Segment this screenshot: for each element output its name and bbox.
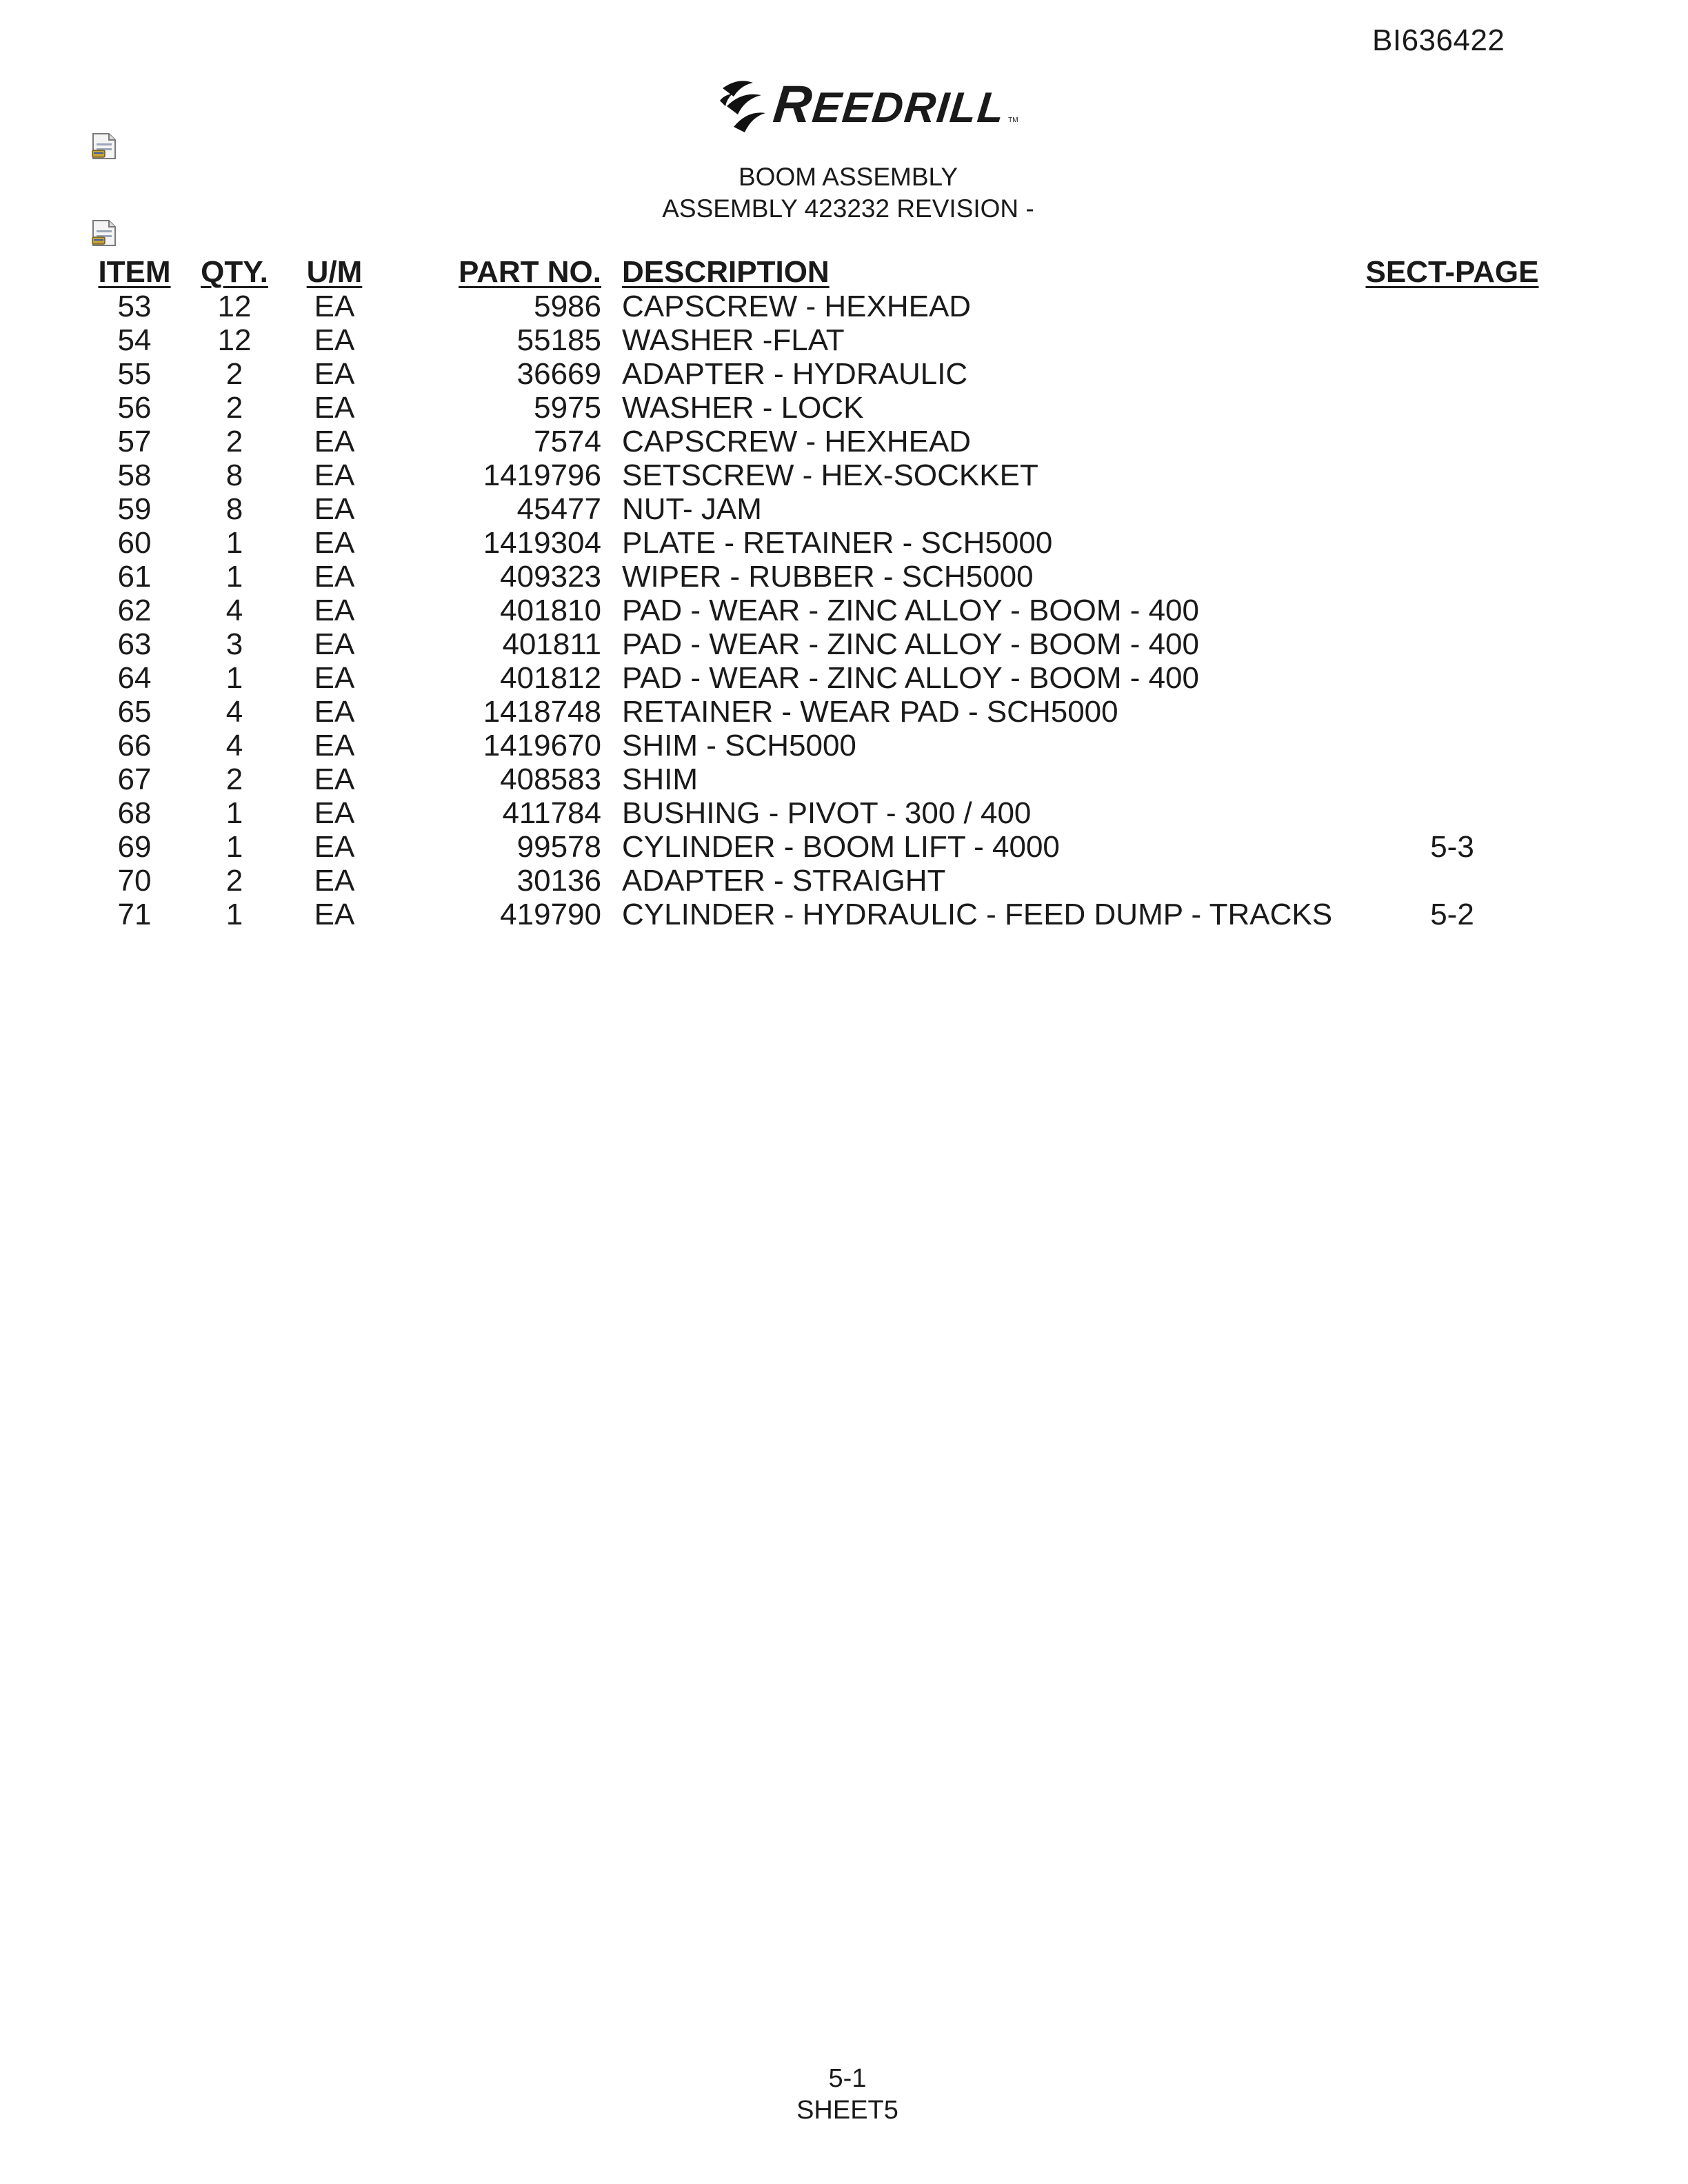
cell-sect-page xyxy=(1357,391,1547,425)
cell-sect-page xyxy=(1357,560,1547,594)
cell-qty: 2 xyxy=(225,357,243,391)
cell-part-no: 411784 xyxy=(502,796,601,830)
cell-qty: 1 xyxy=(225,560,243,594)
cell-sect-page xyxy=(1357,526,1547,560)
cell-qty: 1 xyxy=(225,661,243,695)
cell-item: 53 xyxy=(117,290,152,323)
cell-description: WIPER - RUBBER - SCH5000 xyxy=(622,560,1034,594)
cell-part-no: 401810 xyxy=(500,594,601,627)
table-row xyxy=(90,695,1547,729)
page-number: 5-1 xyxy=(828,2064,867,2093)
table-row xyxy=(90,391,1547,425)
cell-part-no: 1419670 xyxy=(483,729,601,762)
reedrill-swirl-icon xyxy=(717,76,768,134)
cell-um: EA xyxy=(314,695,355,729)
cell-part-no: 401811 xyxy=(502,627,601,661)
cell-description: ADAPTER - STRAIGHT xyxy=(622,864,946,898)
cell-part-no: 419790 xyxy=(500,898,601,931)
cell-um: EA xyxy=(314,458,355,492)
cell-item: 55 xyxy=(117,357,152,391)
cell-item: 71 xyxy=(117,898,152,931)
cell-um: EA xyxy=(314,425,355,458)
cell-um: EA xyxy=(314,560,355,594)
table-row xyxy=(90,898,1547,931)
table-row xyxy=(90,594,1547,627)
cell-description: PAD - WEAR - ZINC ALLOY - BOOM - 400 xyxy=(622,594,1199,627)
cell-sect-page xyxy=(1357,492,1547,526)
cell-description: SETSCREW - HEX-SOCKKET xyxy=(622,458,1038,492)
cell-sect-page: 5-2 xyxy=(1430,898,1474,931)
cell-qty: 3 xyxy=(225,627,243,661)
cell-description: NUT- JAM xyxy=(622,492,762,526)
cell-part-no: 7574 xyxy=(534,425,601,458)
cell-description: SHIM - SCH5000 xyxy=(622,729,856,762)
cell-item: 60 xyxy=(117,526,152,560)
cell-um: EA xyxy=(314,391,355,425)
cell-part-no: 5975 xyxy=(534,391,601,425)
cell-description: CYLINDER - BOOM LIFT - 4000 xyxy=(622,830,1060,864)
cell-sect-page xyxy=(1357,627,1547,661)
cell-description: CAPSCREW - HEXHEAD xyxy=(622,425,972,458)
cell-um: EA xyxy=(314,290,355,323)
cell-sect-page xyxy=(1357,864,1547,898)
cell-qty: 4 xyxy=(225,729,243,762)
cell-sect-page xyxy=(1357,661,1547,695)
cell-description: WASHER -FLAT xyxy=(622,323,845,357)
header-description: DESCRIPTION xyxy=(622,255,830,289)
header-qty: QTY. xyxy=(201,255,268,289)
title-line-1: BOOM ASSEMBLY xyxy=(738,163,958,191)
cell-item: 56 xyxy=(117,391,152,425)
table-row xyxy=(90,762,1547,796)
cell-qty: 2 xyxy=(225,425,243,458)
cell-qty: 2 xyxy=(225,762,243,796)
cell-item: 69 xyxy=(117,830,152,864)
cell-item: 66 xyxy=(117,729,152,762)
table-row xyxy=(90,661,1547,695)
header-sect-page: SECT-PAGE xyxy=(1365,255,1539,289)
cell-qty: 1 xyxy=(225,526,243,560)
table-row xyxy=(90,458,1547,492)
cell-um: EA xyxy=(314,898,355,931)
cell-sect-page xyxy=(1357,290,1547,323)
cell-description: WASHER - LOCK xyxy=(622,391,864,425)
cell-um: EA xyxy=(314,830,355,864)
cell-um: EA xyxy=(314,796,355,830)
reedrill-logo xyxy=(717,74,1018,134)
cell-qty: 2 xyxy=(225,391,243,425)
table-header-row xyxy=(90,248,1547,290)
cell-um: EA xyxy=(314,357,355,391)
cell-item: 58 xyxy=(117,458,152,492)
cell-qty: 1 xyxy=(225,796,243,830)
cell-sect-page xyxy=(1357,458,1547,492)
cell-item: 65 xyxy=(117,695,152,729)
cell-item: 62 xyxy=(117,594,152,627)
logo-wordmark: REEDRILL xyxy=(770,75,1008,134)
cell-item: 67 xyxy=(117,762,152,796)
cell-sect-page xyxy=(1357,796,1547,830)
cell-part-no: 1419796 xyxy=(483,458,601,492)
cell-description: CAPSCREW - HEXHEAD xyxy=(622,290,972,323)
cell-description: BUSHING - PIVOT - 300 / 400 xyxy=(622,796,1032,830)
table-row xyxy=(90,425,1547,458)
cell-sect-page xyxy=(1357,323,1547,357)
cell-description: PAD - WEAR - ZINC ALLOY - BOOM - 400 xyxy=(622,661,1199,695)
table-row xyxy=(90,526,1547,560)
cell-sect-page: 5-3 xyxy=(1430,830,1474,864)
table-row xyxy=(90,492,1547,526)
cell-item: 57 xyxy=(117,425,152,458)
cell-item: 68 xyxy=(117,796,152,830)
cell-qty: 2 xyxy=(225,864,243,898)
cell-um: EA xyxy=(314,661,355,695)
cell-item: 64 xyxy=(117,661,152,695)
parts-list-table xyxy=(90,248,1547,931)
table-row xyxy=(90,627,1547,661)
cell-sect-page xyxy=(1357,762,1547,796)
cell-description: CYLINDER - HYDRAULIC - FEED DUMP - TRACKS xyxy=(622,898,1333,931)
cell-qty: 1 xyxy=(225,898,243,931)
cell-part-no: 401812 xyxy=(500,661,601,695)
cell-part-no: 45477 xyxy=(516,492,601,526)
cell-part-no: 1418748 xyxy=(483,695,601,729)
header-item: ITEM xyxy=(98,255,171,289)
cell-um: EA xyxy=(314,323,355,357)
cell-um: EA xyxy=(314,762,355,796)
table-row xyxy=(90,830,1547,864)
cell-part-no: 99578 xyxy=(516,830,601,864)
page-footer xyxy=(0,2063,1688,2126)
cell-item: 54 xyxy=(117,323,152,357)
cell-um: EA xyxy=(314,729,355,762)
cell-part-no: 408583 xyxy=(500,762,601,796)
cell-sect-page xyxy=(1357,695,1547,729)
cell-description: PAD - WEAR - ZINC ALLOY - BOOM - 400 xyxy=(622,627,1199,661)
cell-part-no: 30136 xyxy=(516,864,601,898)
cell-part-no: 1419304 xyxy=(483,526,601,560)
table-row xyxy=(90,796,1547,830)
logo-trademark: TM xyxy=(1008,117,1018,124)
cell-sect-page xyxy=(1357,594,1547,627)
cell-um: EA xyxy=(314,864,355,898)
cell-qty: 8 xyxy=(225,492,243,526)
cell-qty: 1 xyxy=(225,830,243,864)
cell-item: 70 xyxy=(117,864,152,898)
cell-description: PLATE - RETAINER - SCH5000 xyxy=(622,526,1053,560)
table-row xyxy=(90,323,1547,357)
assembly-title xyxy=(0,161,1688,225)
cell-um: EA xyxy=(314,492,355,526)
cell-um: EA xyxy=(314,627,355,661)
table-row xyxy=(90,357,1547,391)
cell-item: 61 xyxy=(117,560,152,594)
table-row xyxy=(90,729,1547,762)
cell-qty: 12 xyxy=(217,290,252,323)
cell-description: RETAINER - WEAR PAD - SCH5000 xyxy=(622,695,1118,729)
cell-item: 59 xyxy=(117,492,152,526)
sheet-label: SHEET5 xyxy=(796,2096,898,2125)
cell-um: EA xyxy=(314,594,355,627)
cell-qty: 12 xyxy=(217,323,252,357)
cell-qty: 4 xyxy=(225,695,243,729)
cell-sect-page xyxy=(1357,357,1547,391)
document-id: BI636422 xyxy=(1372,23,1505,57)
cell-qty: 4 xyxy=(225,594,243,627)
header-part-no: PART NO. xyxy=(459,255,601,289)
cell-part-no: 5986 xyxy=(534,290,601,323)
header-um: U/M xyxy=(306,255,363,289)
document-icon[interactable] xyxy=(91,132,117,160)
cell-part-no: 36669 xyxy=(516,357,601,391)
cell-part-no: 55185 xyxy=(516,323,601,357)
table-row xyxy=(90,290,1547,323)
cell-um: EA xyxy=(314,526,355,560)
cell-qty: 8 xyxy=(225,458,243,492)
table-row xyxy=(90,864,1547,898)
cell-sect-page xyxy=(1357,729,1547,762)
title-line-2: ASSEMBLY 423232 REVISION - xyxy=(662,194,1034,223)
cell-part-no: 409323 xyxy=(500,560,601,594)
table-row xyxy=(90,560,1547,594)
cell-description: SHIM xyxy=(622,762,698,796)
cell-item: 63 xyxy=(117,627,152,661)
cell-description: ADAPTER - HYDRAULIC xyxy=(622,357,968,391)
cell-sect-page xyxy=(1357,425,1547,458)
